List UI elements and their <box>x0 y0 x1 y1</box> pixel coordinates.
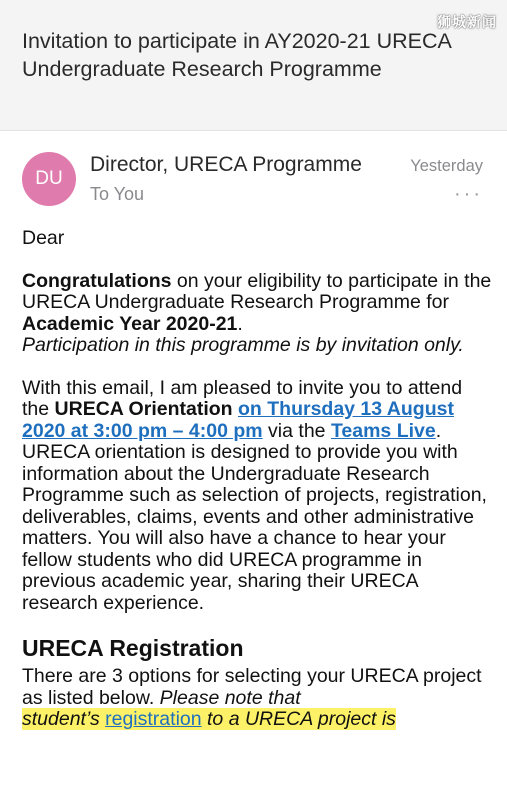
via-text: via the <box>262 419 331 442</box>
registration-link[interactable]: registration <box>105 708 202 730</box>
please-note-text: Please note that <box>159 686 301 709</box>
sender-name[interactable]: Director, URECA Programme <box>90 153 362 176</box>
paragraph-orientation <box>22 378 494 615</box>
watermark: 狮城新闻 <box>437 15 497 31</box>
invite-text: With this email, I am pleased to invite you to attend the <box>22 376 463 420</box>
registration-text: There are 3 options for selecting your URECA project as listed below. <box>22 665 482 709</box>
email-body <box>22 228 494 731</box>
registration-paragraph <box>22 666 494 731</box>
registration-heading: URECA Registration <box>22 635 244 661</box>
invitation-only-text: Participation in this programme is by invitation only. <box>22 334 464 356</box>
email-subject: Invitation to participate in AY2020-21 URECA Undergraduate Research Programme <box>22 29 451 81</box>
teams-live-link[interactable]: Teams Live <box>330 419 436 442</box>
period-text: . <box>237 312 243 335</box>
orientation-time-link[interactable]: on Thursday 13 August 2020 at 3:00 pm – 4:00 pm <box>22 398 454 442</box>
dot-text: . <box>435 419 442 442</box>
recipient-line[interactable]: To You <box>90 184 145 204</box>
academic-year-text: Academic Year 2020-21 <box>22 312 238 335</box>
sender-avatar[interactable]: DU <box>22 152 76 206</box>
congratulations-text: Congratulations <box>22 269 172 292</box>
greeting: Dear <box>22 227 65 249</box>
orientation-description: URECA orientation is designed to provide you with information about the Undergraduate Research Programme such as selection of projects, registration, deliverables, claims, events and other administrative matters. You will also have a chance to hear your fellow students who did URECA programme in previous academic year, sharing their URECA research experience. <box>22 441 487 614</box>
highlight-text-1: student’s <box>22 708 106 730</box>
email-date: Yesterday <box>410 157 483 175</box>
highlight-text-2: to a URECA project is <box>201 708 396 730</box>
paragraph-congratulations <box>22 271 494 357</box>
more-options-icon[interactable]: ··· <box>454 183 483 205</box>
orientation-text: URECA Orientation <box>54 398 233 420</box>
subject-header <box>0 0 507 131</box>
eligibility-text: on your eligibility to participate in the URECA Undergraduate Research Programme for <box>22 269 492 313</box>
